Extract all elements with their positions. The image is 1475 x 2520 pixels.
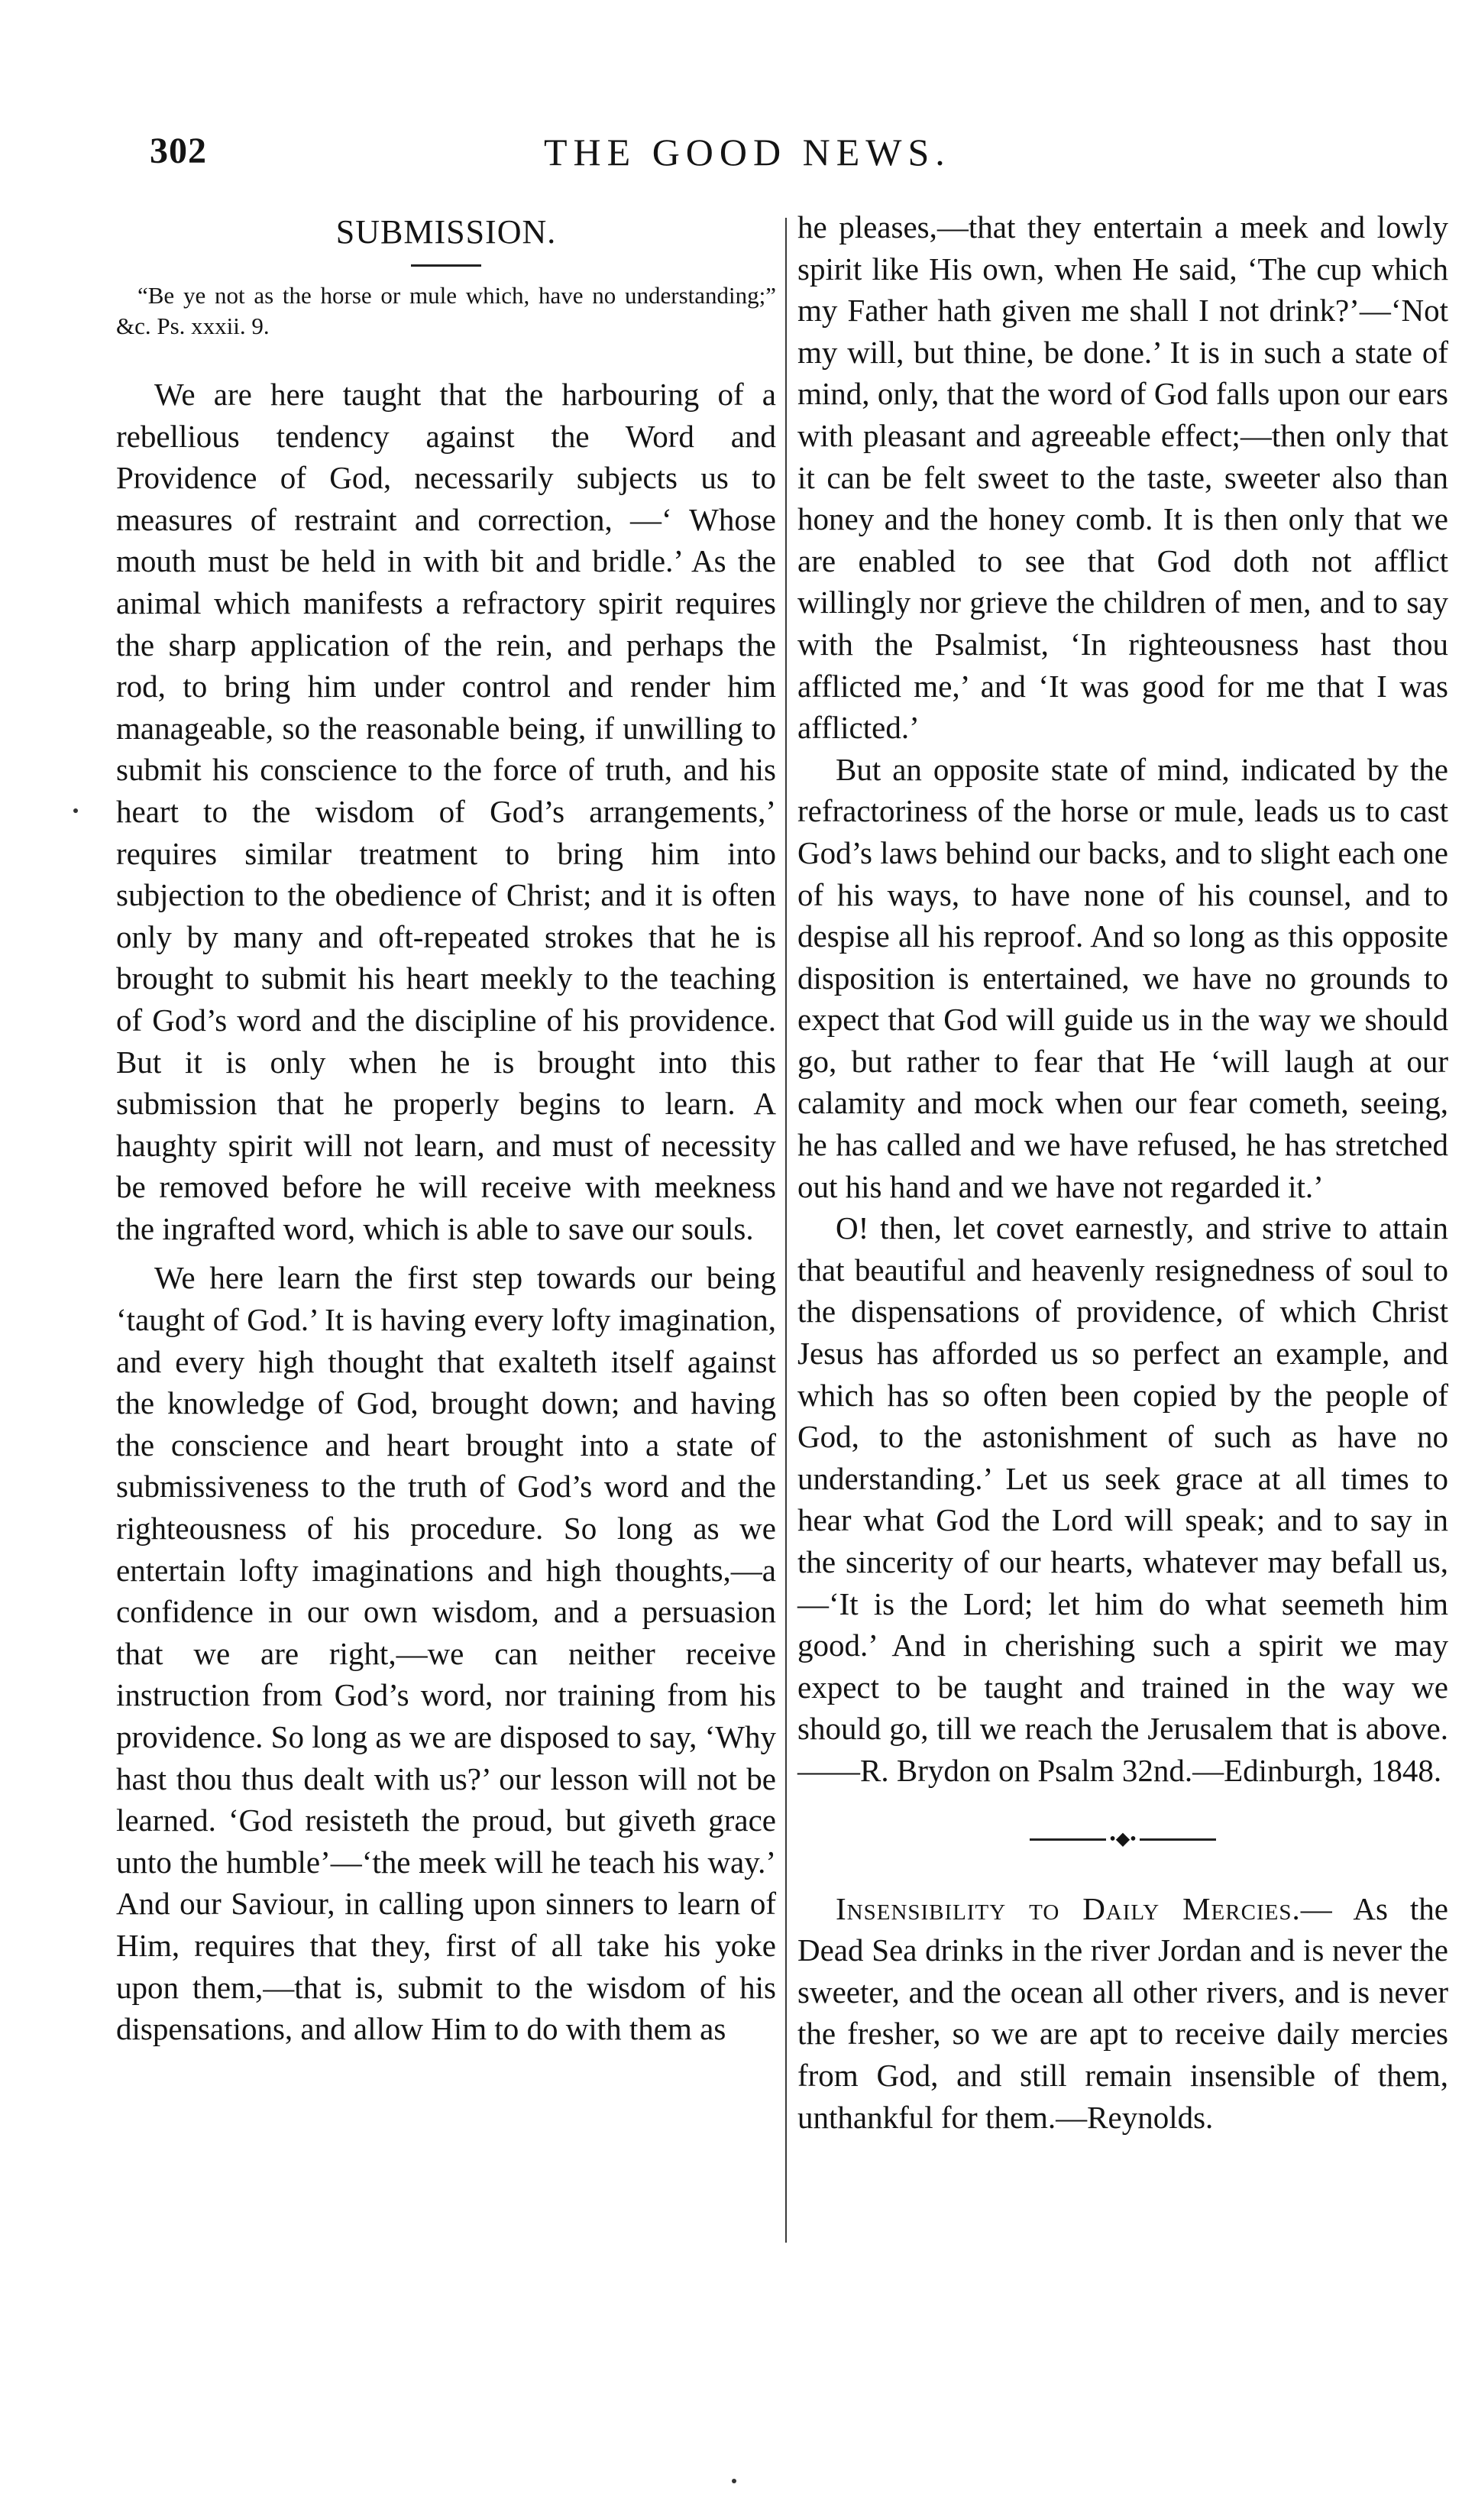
body-paragraph: But an opposite state of mind, indicated by the refractoriness of the horse or mule, leads us to cast God’s laws behind our backs, and to slight each one of his ways, to have none of his counsel, and to despise all his reproof. And so long as this opposite disposition is entertained, we have no grounds to expect that God will guide us in the way we should go, but rather to fear that He ‘will laugh at our calamity and mock when our fear cometh, seeing, he has called and we have refused, he has stretched out his hand and we have not regarded it.’	[797, 751, 1448, 1204]
left-column	[116, 206, 776, 2050]
second-article	[797, 1888, 1448, 2139]
ornament-dots: •◆•	[1109, 1828, 1137, 1849]
running-title: THE GOOD NEWS.	[544, 131, 951, 173]
body-paragraph: We are here taught that the harbouring of a rebellious tendency against the Word and Providence of God, necessarily subjects us to measures of restraint and correction, —‘ Whose mouth must be held in with bit and bridle.’ As the animal which manifests a refractory spirit requires the sharp application of the rein, and perhaps the rod, to bring him under control and render him manageable, so the reasonable being, if unwilling to submit his conscience to the force of truth, and his heart to the wisdom of God’s arrangements,’ requires similar treatment to bring him into subjection to the obedience of Christ; and it is often only by many and oft-repeated strokes that he is brought to submit his heart meekly to the teaching of God’s word and the discipline of his providence. But it is only when he is brought into this submission that he properly begins to learn. A haughty spirit will not learn, and must of necessity be removed before he will receive with meekness the ingrafted word, which is able to save our souls.	[116, 377, 776, 1246]
print-speck	[732, 2479, 736, 2483]
body-paragraph: We here learn the first step towards our being ‘taught of God.’ It is having every lofty imagination, and every high thought that exalteth itself against the knowledge of God, brought down; and having the conscience and heart brought into a state of submissiveness to the truth of God’s word and the righteousness of his procedure. So long as we entertain lofty imaginations and high thoughts,—a confidence in our own wisdom, and a persuasion that we are right,—we can neither receive instruction from God’s word, nor training from his providence. So long as we are disposed to say, ‘Why hast thou thus dealt with us?’ our lesson will not be learned. ‘God resisteth the proud, but giveth grace unto the humble’—‘the meek will he teach his way.’ And our Saviour, in calling upon sinners to learn of Him, requires that they, first of all take his yoke upon them,—that is, submit to the wisdom of his dispensations, and allow Him to do with them as	[116, 1260, 776, 2047]
page-number: 302	[150, 131, 207, 171]
print-speck	[73, 808, 78, 813]
body-paragraph: he pleases,—that they entertain a meek and lowly spirit like His own, when He said, ‘The cup which my Father hath given me shall I not drink?’—‘Not my will, but thine, be done.’ It is in such a state of mind, only, that the word of God falls upon our ears with pleasant and agreeable effect;—then only that it can be felt sweet to the taste, sweeter also than honey and the honey comb. It is then only that we are enabled to see that God doth not afflict willingly nor grieve the children of men, and to say with the Psalmist, ‘In righteousness hast thou afflicted me,’ and ‘It was good for me that I was afflicted.’	[797, 209, 1448, 746]
right-column	[797, 206, 1448, 2138]
page-header	[150, 130, 1395, 191]
second-article-heading: Insensibility to Daily Mercies.—	[836, 1890, 1333, 1926]
article-title: SUBMISSION.	[335, 213, 557, 251]
second-article-body: As the Dead Sea drinks in the river Jordan and is never the sweeter, and the ocean all other rivers, and is never the fresher, so we are apt to receive daily mercies from God, and still remain insensible of them, unthankful for them.—Reynolds.	[797, 1890, 1448, 2135]
body-paragraph: O! then, let covet earnestly, and strive to attain that beautiful and heavenly resignedness of soul to the dispensations of providence, of which Christ Jesus has afforded us so perfect an example, and which has so often been copied by the people of God, to the astonishment of such as have no understanding.’ Let us seek grace at all times to hear what God the Lord will speak; and to say in the sincerity of our hearts, whatever may befall us,—‘It is the Lord; let him do what seemeth him good.’ And in cherishing such a spirit we may expect to be taught and trained in the way we should go, till we reach the Jerusalem that is above.——R. Brydon on Psalm 32nd.—Edinburgh, 1848.	[797, 1210, 1448, 1788]
column-divider	[785, 218, 787, 2243]
section-ornament	[1030, 1828, 1216, 1850]
epigraph: “Be ye not as the horse or mule which, have no understanding;” &c. Ps. xxxii. 9.	[116, 282, 776, 339]
title-rule	[411, 264, 481, 267]
